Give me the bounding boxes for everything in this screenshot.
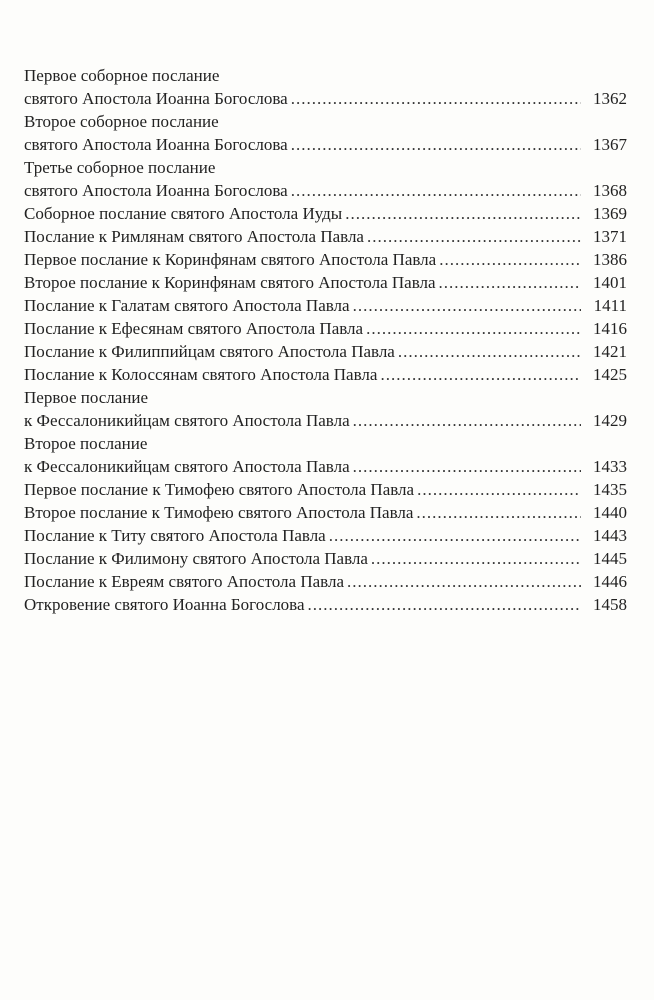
toc-entry-page-number: 1369 — [593, 204, 627, 223]
toc-entry — [24, 432, 627, 478]
toc-entry-title: святого Апостола Иоанна Богослова — [24, 89, 288, 108]
dot-leader — [353, 294, 581, 317]
toc-entry-page-number: 1429 — [593, 411, 627, 430]
dot-leader — [329, 524, 581, 547]
toc-entry-page-number: 1362 — [593, 89, 627, 108]
toc-entry-heading-line: Первое соборное послание — [24, 66, 220, 85]
toc-entry-row — [24, 409, 627, 432]
toc-entry-title: Послание к Ефесянам святого Апостола Павла — [24, 319, 364, 338]
toc-entry-title: к Фессалоникийцам святого Апостола Павла — [24, 457, 350, 476]
toc-entry-page-number: 1433 — [593, 457, 627, 476]
dot-leader — [416, 501, 581, 524]
toc-entry — [24, 64, 627, 110]
toc-entry-title: Послание к Филимону святого Апостола Павла — [24, 549, 368, 568]
toc-entry-row — [24, 202, 627, 225]
toc-entry-title: Послание к Колоссянам святого Апостола Павла — [24, 365, 378, 384]
toc-entry — [24, 524, 627, 547]
toc-entry-row — [24, 317, 627, 340]
dot-leader — [291, 87, 581, 110]
toc-entry — [24, 340, 627, 363]
dot-leader — [380, 363, 581, 386]
toc-entry-row — [24, 340, 627, 363]
toc-entry — [24, 547, 627, 570]
toc-entry-row — [24, 478, 627, 501]
toc-entry-row — [24, 179, 627, 202]
dot-leader — [439, 248, 581, 271]
toc-entry-row — [24, 87, 627, 110]
toc-entry-row — [24, 248, 627, 271]
toc-entry — [24, 225, 627, 248]
toc-entry — [24, 386, 627, 432]
toc-entry-page-number: 1425 — [593, 365, 627, 384]
toc-entry — [24, 156, 627, 202]
dot-leader — [417, 478, 581, 501]
toc-entry-heading-line: Первое послание — [24, 388, 149, 407]
toc-entry-row — [24, 570, 627, 593]
toc-entry-page-number: 1386 — [593, 250, 627, 269]
toc-entry-page-number: 1446 — [593, 572, 627, 591]
toc-entry — [24, 593, 627, 616]
toc-entry-title: Послание к Римлянам святого Апостола Павла — [24, 227, 364, 246]
dot-leader — [291, 179, 581, 202]
dot-leader — [353, 409, 581, 432]
toc-entry-title: Второе послание к Коринфянам святого Апостола Павла — [24, 273, 436, 292]
toc-entry-title: Первое послание к Тимофею святого Апостола Павла — [24, 480, 415, 499]
toc-entry-page-number: 1367 — [593, 135, 627, 154]
toc-entry-title: Соборное послание святого Апостола Иуды — [24, 204, 343, 223]
toc-entry-page-number: 1416 — [593, 319, 627, 338]
toc-entry — [24, 202, 627, 225]
toc-entry-title: Первое послание к Коринфянам святого Апостола Павла — [24, 250, 437, 269]
table-of-contents — [24, 64, 627, 616]
toc-entry-page-number: 1443 — [593, 526, 627, 545]
toc-entry — [24, 271, 627, 294]
toc-entry-row — [24, 363, 627, 386]
toc-entry — [24, 570, 627, 593]
toc-entry-row — [24, 133, 627, 156]
toc-entry-page-number: 1368 — [593, 181, 627, 200]
toc-entry-title: Второе послание к Тимофею святого Апостола Павла — [24, 503, 414, 522]
toc-entry-title: святого Апостола Иоанна Богослова — [24, 135, 288, 154]
toc-entry-page-number: 1421 — [593, 342, 627, 361]
toc-entry-row — [24, 294, 627, 317]
toc-entry-page-number: 1371 — [593, 227, 627, 246]
toc-entry-page-number: 1440 — [593, 503, 627, 522]
toc-entry — [24, 363, 627, 386]
dot-leader — [366, 317, 581, 340]
toc-entry — [24, 110, 627, 156]
toc-entry — [24, 478, 627, 501]
toc-entry-row — [24, 455, 627, 478]
toc-entry-row — [24, 271, 627, 294]
toc-entry-row — [24, 593, 627, 616]
toc-entry-title: к Фессалоникийцам святого Апостола Павла — [24, 411, 350, 430]
dot-leader — [291, 133, 581, 156]
toc-entry — [24, 248, 627, 271]
toc-entry-page-number: 1411 — [593, 296, 627, 315]
toc-entry-title: Послание к Галатам святого Апостола Павла — [24, 296, 350, 315]
toc-entry-heading-line: Второе соборное послание — [24, 112, 219, 131]
toc-entry-title: святого Апостола Иоанна Богослова — [24, 181, 288, 200]
toc-entry-heading-line: Второе послание — [24, 434, 148, 453]
dot-leader — [439, 271, 581, 294]
dot-leader — [347, 570, 581, 593]
dot-leader — [371, 547, 581, 570]
toc-entry-page-number: 1401 — [593, 273, 627, 292]
toc-entry-page-number: 1445 — [593, 549, 627, 568]
toc-entry-title: Откровение святого Иоанна Богослова — [24, 595, 305, 614]
toc-entry-title: Послание к Титу святого Апостола Павла — [24, 526, 326, 545]
dot-leader — [308, 593, 581, 616]
toc-entry-row — [24, 501, 627, 524]
toc-entry-row — [24, 524, 627, 547]
toc-entry — [24, 501, 627, 524]
toc-entry-row — [24, 225, 627, 248]
dot-leader — [345, 202, 581, 225]
toc-entry-row — [24, 547, 627, 570]
dot-leader — [398, 340, 581, 363]
toc-entry-page-number: 1435 — [593, 480, 627, 499]
toc-entry — [24, 294, 627, 317]
toc-entry-heading-line: Третье соборное послание — [24, 158, 216, 177]
toc-entry-page-number: 1458 — [593, 595, 627, 614]
toc-entry — [24, 317, 627, 340]
toc-entry-title: Послание к Евреям святого Апостола Павла — [24, 572, 344, 591]
toc-entry-title: Послание к Филиппийцам святого Апостола Павла — [24, 342, 395, 361]
dot-leader — [353, 455, 581, 478]
dot-leader — [367, 225, 581, 248]
